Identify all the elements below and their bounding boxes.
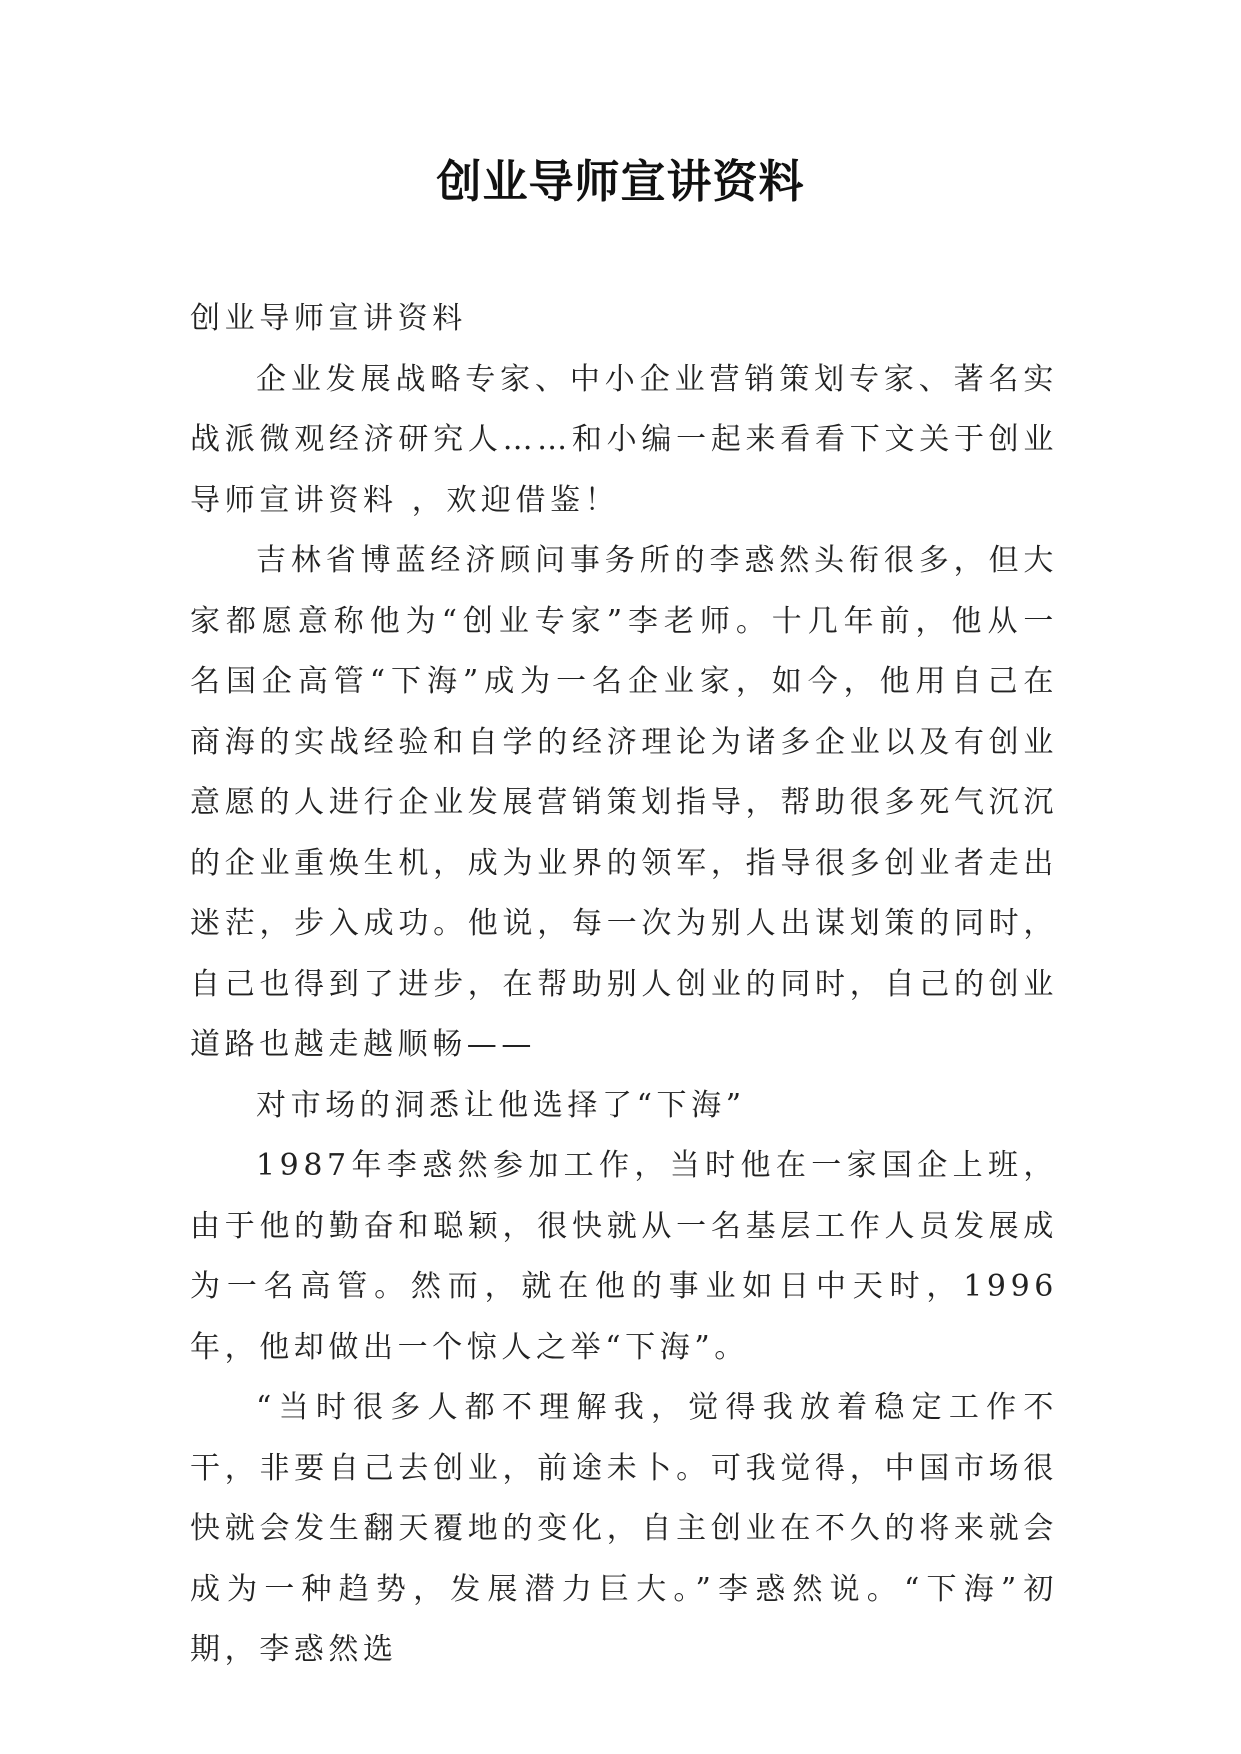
document-title: 创业导师宣讲资料 [436, 155, 805, 208]
paragraph-subheading: 对市场的洞悉让他选择了“下海” [256, 1087, 746, 1123]
paragraph-intro: 企业发展战略专家、中小企业营销策划专家、著名实战派微观经济研究人……和小编一起来看看下文关于创业导师宣讲资料 ，欢迎借鉴！ [190, 361, 1058, 518]
paragraph-career: 1987年李惑然参加工作，当时他在一家国企上班，由于他的勤奋和聪颖，很快就从一名基层工作人员发展成为一名高管。然而，就在他的事业如日中天时，1996年，他却做出一个惊人之举“下海”。 [190, 1148, 1058, 1365]
paragraph-quote: “当时很多人都不理解我，觉得我放着稳定工作不干，非要自己去创业，前途未卜。可我觉得，中国市场很快就会发生翻天覆地的变化，自主创业在不久的将来就会成为一种趋势，发展潜力巨大。”李惑然说。“下海”初期，李惑然选 [190, 1390, 1058, 1667]
paragraph-profile: 吉林省博蓝经济顾问事务所的李惑然头衔很多，但大家都愿意称他为“创业专家”李老师。十几年前，他从一名国企高管“下海”成为一名企业家，如今，他用自己在商海的实战经验和自学的经济理论为诸多企业以及有创业意愿的人进行企业发展营销策划指导，帮助很多死气沉沉的企业重焕生机，成为业界的领军，指导很多创业者走出迷茫，步入成功。他说，每一次为别人出谋划策的同时，自己也得到了进步，在帮助别人创业的同时，自己的创业道路也越走越顺畅—— [190, 543, 1058, 1062]
document-body [190, 289, 1058, 1681]
paragraph-heading: 创业导师宣讲资料 [190, 301, 467, 336]
